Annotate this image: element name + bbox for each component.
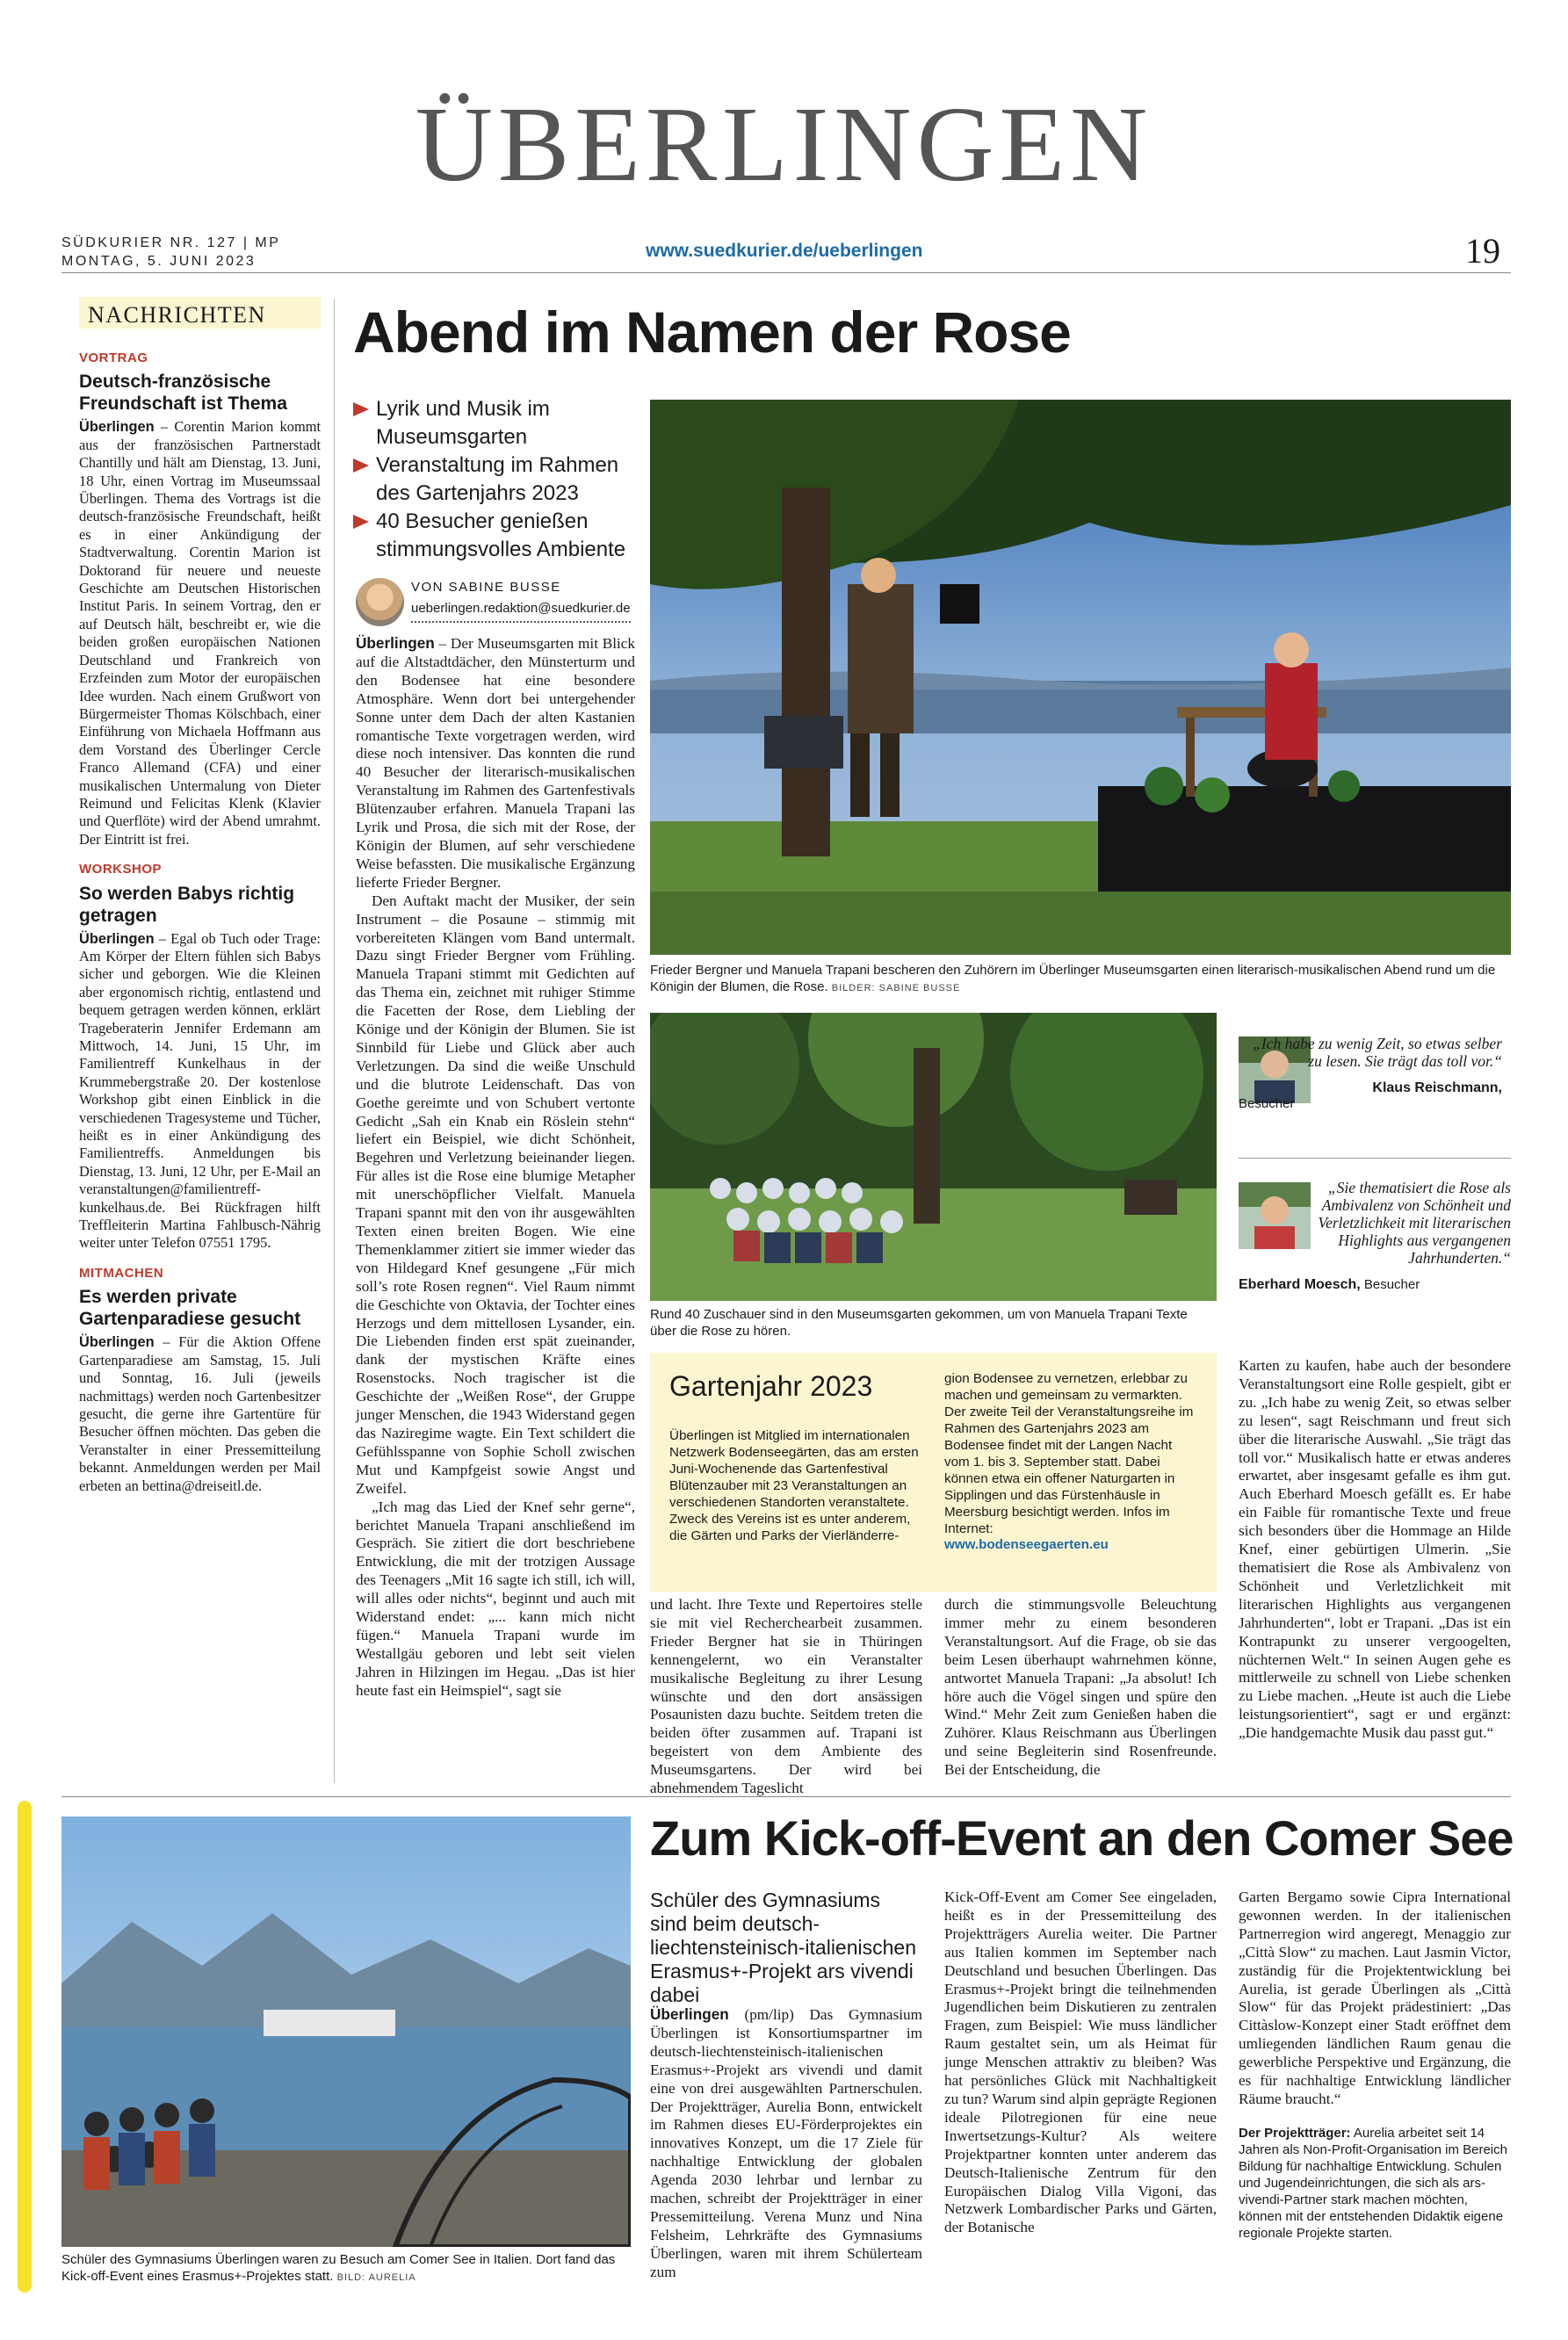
audience-photo-caption: Rund 40 Zuschauer sind in den Museumsgarten gekommen, um von Manuela Trapani Texte über die Rose zu hören. xyxy=(650,1307,1188,1339)
article-column-3: durch die stimmungsvolle Beleuchtung immer mehr zu einem besonderen Veranstaltungsort. Auf die Frage, ob sie das beim Lesen überhaupt wahrnehmen könne, antwortet Manuela Trapani: „Ja absolut! Ich höre auch die Vögel singen und spüre den Wind.“ Mehr Zeit zum Genießen haben die Zuhörer. Klaus Reischmann aus Überlingen und seine Begleiterin sind Rosenfreunde. Bei der Entscheidung, die xyxy=(944,1596,1217,1779)
sidebar-title: NACHRICHTEN xyxy=(88,302,266,328)
header-rule xyxy=(61,272,1511,273)
project-info: Der Projektträger: Aurelia arbeitet seit 14 Jahren als Non-Profit-Organisation im Bereich Bildung für nachhaltige Entwicklung. Schulen und Jugendeinrichtungen, die sich als ars-vivendi-Partner stark machen möchten, können mit der entstehenden Didaktik eigene regionale Projekte starten. xyxy=(1239,2125,1507,2241)
paper-number: SÜDKURIER NR. 127 | MP xyxy=(61,235,281,250)
quote-role: Besucher xyxy=(1239,1096,1295,1111)
page-number: 19 xyxy=(1465,231,1500,271)
quote-role: Besucher xyxy=(1360,1277,1420,1292)
quote-name: Eberhard Moesch, xyxy=(1239,1277,1361,1292)
quote-divider xyxy=(1239,1158,1511,1159)
article-column-1: Überlingen – Der Museumsgarten mit Blick auf die Altstadtdächer, den Münsterturm und den Bodensee hat eine besondere Atmosphäre. Wenn dort bei untergehender Sonne unter dem Dach der alten Kastanien romantische Texte vorgetragen werden, wird diese noch intensiver. Das konnten die rund 40 Besucher der literarisch-musikalischen Veranstaltung im Rahmen des Gartenfestivals Blütenzauber erfahren. Manuela Trapani las Lyrik und Prosa, die sich mit der Rose, der Königin der Blumen, auf sehr verschiedene Weise befassten. Die musikalische Ergänzung lieferte Frieder Bergner. Den Auftakt macht der Musiker, der sein Instrument – die Posaune – stimmig mit vorbereiteten Klängen vom Band untermalt. Dazu singt Frieder Bergner vom Frühling. Manuela Trapani stimmt mit Gedichten auf das Thema ein, zeichnet mit ruhiger Stimme die Facetten der Rose, dem Liebling der Könige und der Königin der Blumen. Sie ist Sinnbild für Liebe und Glück aber auch Verletzungen. Da sind die weiße Unschuld und die blutrote Leidenschaft. Das von Goethe gereimte und von Schubert vertonte Gedicht „Sah ein Knab ein Röslein stehn“ liefert ein Beispiel, wie dicht Schönheit, Begehren und Verletzung beieinander liegen. Für alles ist die Rose eine blumige Metapher mit unerschöpflicher Vielfalt. Manuela Trapani spannt mit den von ihr ausgewählten Texten einen breiten Bogen. Wie eine Themenklammer zitiert sie immer wieder das von Hildegard Knef gesungene „Für mich soll’s rote Rosen regnen“. Viel Raum nimmt die Geschichte von Oktavia, der Tochter eines Herzogs und dem mittellosen Lysander, ein. Die Liebenden finden erst spät zueinander, dank der mystischen Kräfte eines Rosenstocks. Noch tragischer ist die Geschichte der „Weißen Rose“, der Gruppe junger Menschen, die 1943 Widerstand gegen das Naziregime wagte. Ein Text schildert die Gefühlsspanne von Sophie Scholl zwischen Mut und Kampfgeist sowie Angst und Zweifel. „Ich mag das Lied der Knef sehr gerne“, berichtet Manuela Trapani anschließend im Gespräch. Sie zitiert die dort beschriebene Entwicklung, die mit der trotzigen Aussage des Teenagers „Mit 16 sagte ich still, ich will, will alles oder nichts“, beginnt und auch mit Widerstand endet: „... kann mich nicht fügen.“ Manuela Trapani wurde im Westallgäu geboren und lebt seit vielen Jahren in Hilzingen im Hegau. „Das ist hier heute fast ein Heimspiel“, sagt sie xyxy=(356,634,635,1699)
quote-text: „Ich habe zu wenig Zeit, so etwas selber zu lesen. Sie trägt das toll vor.“ xyxy=(1253,1035,1502,1070)
article2-headline: Zum Kick-off-Event an den Comer See xyxy=(650,1810,1514,1866)
quote-name: Klaus Reischmann, xyxy=(1372,1080,1502,1095)
news-body: Überlingen – Für die Aktion Offene Gartenparadiese am Samstag, 15. Juli und Sonntag, 16. Juli (jeweils nachmittags) werden noch Gartenbesitzer gesucht, die gerne ihre Gartentüre für Besucher öffnen möchten. Das geben die Veranstalter in einer Pressemitteilung bekannt. Anmeldungen werden per Mail erbeten an bettina@dreiseitl.de. xyxy=(79,1333,321,1494)
info-box-text-2: gion Bodensee zu vernetzen, erlebbar zu machen und gemeinsam zu vermarkten. Der zweite Teil der Veranstaltungsreihe im Rahmen des Gartenjahrs 2023 am Bodensee findet mit der Langen Nacht vom 1. bis 3. September statt. Dabei können etwa ein offener Naturgarten in Sipplingen und das Fürstenhäusle in Meersburg besichtigt werden. Infos im Internet: xyxy=(944,1371,1194,1536)
article2-subhead: Schüler des Gymnasiums sind beim deutsch-liechtensteinisch-italienischen Erasmus+-Projekt ars vivendi dabei xyxy=(650,1889,916,2006)
article2-column-2: Kick-Off-Event am Comer See eingeladen, heißt es in der Pressemitteilung des Projektträgers Aurelia weiter. Die Partner aus Italien kommen im September nach Deutschland und besuchen Überlingen. Das Erasmus+-Projekt bringt die teilnehmenden Jugendlichen beim Diskutieren zu zentralen Fragen, zum Beispiel: Wie muss ländlicher Raum gestaltet sein, um als Heimat für junge Menschen attraktiv zu bleiben? Was hat persönliches Glück mit Nachhaltigkeit zu tun? Warum sind alpin geprägte Regionen ideale Pilotregionen für eine neue Inwertsetzungs-Kultur? Als weitere Projektpartner konnten unter anderem das Deutsch-Italienische Zentrum für den Europäischen Dialog Villa Vigoni, das Netzwerk Lombardischer Parks und Gärten, der Botanische xyxy=(944,1889,1217,2236)
article2-column-1: Überlingen (pm/lip) Das Gymnasium Überlingen ist Konsortiumspartner im deutsch-liechtensteinisch-italienischen Erasmus+-Projekt ars vivendi und damit eine von drei ausgewählten Partnerschulen. Der Projektträger, Aurelia Bonn, entwickelt im Rahmen dieses EU-Förderprojektes ein innovatives Konzept, um die 17 Ziele für nachhaltige Entwicklung der globalen Agenda 2030 lehrbar und lernbar zu machen, schreibt der Projektträger in einer Pressemitteilung. Verena Munz und Nina Felsheim, Lehrkräfte des Gymnasiums Überlingen, waren mit ihrem Schülerteam zum xyxy=(650,2005,922,2280)
news-kicker: WORKSHOP xyxy=(79,862,162,878)
news-body: Überlingen – Corentin Marion kommt aus der französischen Partnerstadt Chantilly und hält am Dienstag, 13. Juni, 18 Uhr, einen Vortrag im Museumssaal Überlingen. Thema des Vortrags ist die deutsch-französische Freundschaft, heißt es in einer Ankündigung der Stadtverwaltung. Corentin Marion ist Doktorand für neuere und neueste Geschichte am Deutschen Historischen Institut Paris. In seinem Vortrag, den er auf Deutsch hält, beschreibt er, wie die beiden großen europäischen Nationen Deutschland und Frankreich von Erzfeinden zum Motor der europäischen Idee wurden. Nach einem Grußwort von Bürgermeister Thomas Kölschbach, einer Einführung von Michaela Hoffmann aus dem Vorstand des Überlinger Cercle Franco Allemand (CFA) und einer musikalischen Untermalung von Dieter Reimund und Felicitas Klenk (Klavier und Querflöte) wird der Abend umrahmt. Der Eintritt ist frei. xyxy=(79,418,321,848)
news-kicker: VORTRAG xyxy=(79,350,148,365)
news-item xyxy=(79,1265,321,1495)
news-headline: Deutsch-französische Freundschaft ist Thema xyxy=(79,372,287,415)
section-rule xyxy=(61,1796,1511,1797)
article-column-4: Karten zu kaufen, habe auch der besondere Veranstaltungsort eine Rolle gespielt, gibt er zu. „Ich habe zu wenig Zeit, so etwas selber zu lesen“, sagt Reischmann und freut sich über die literarische Auswahl. „Sie trägt das toll vor.“ Musikalisch hatte er etwas anderes erwartet, aber insgesamt gefalle es ihm gut. Auch Eberhard Moesch gefällt es. Er habe ein Faible für romantische Texte und freue sich besonders über die Hommage an Hilde Knef, einer gebürtigen Ulmerin. „Sie thematisiert die Rose als Ambivalenz von Schönheit und Verletzlichkeit mit literarischen Highlights aus vergangenen Jahrhunderten“, lobt er Trapani. „Das ist ein Kontrapunkt zu unserer vergoogelten, nüchternen Welt.“ In seinen Augen gehe es mittlerweile zu schnell von Liebe schenken zu Liebe machen. „Heute ist auch die Liebe leistungsorientiert“, sagt er und ergänzt: „Die handgemachte Musik dau passt gut.“ xyxy=(1239,1357,1511,1742)
news-item xyxy=(79,861,321,1253)
sidebar-news xyxy=(79,343,321,1495)
issue-date: MONTAG, 5. JUNI 2023 xyxy=(61,254,257,269)
bullet-item: Lyrik und Musik im Museumsgarten xyxy=(353,395,634,451)
author-byline: VON SABINE BUSSE xyxy=(411,580,561,595)
quote-reischmann xyxy=(1239,1035,1502,1111)
section-url-link[interactable]: www.suedkurier.de/ueberlingen xyxy=(646,241,923,261)
lake-como-caption: Schüler des Gymnasiums Überlingen waren zu Besuch am Comer See in Italien. Dort fand das Kick-off-Event eines Erasmus+-Projektes statt. BILD: AURELIA xyxy=(61,2252,616,2284)
news-body: Überlingen – Egal ob Tuch oder Trage: Am Körper der Eltern fühlen sich Babys sicher und geborgen. Wie die Kleinen aber ergonomisch richtig, entlastend und bequem getragen werden können, erklärt Trageberaterin Jennifer Erdemann am Mittwoch, 14. Juni, 15 Uhr, im Familientreff Kunkelhaus in der Krummebergstraße 20. Der kostenlose Workshop gibt einen Einblick in die verschiedenen Tragesysteme und Tücher, heißt es in einer Ankündigung des Familientreffs. Anmeldungen bis Dienstag, 13. Juni, 12 Uhr, per E-Mail an veranstaltungen@familientreff-kunkelhaus.de. Bei Rückfragen hilft Treffleiterin Martina Fahlbusch-Nährig weiter unter Telefon 07551 1795. xyxy=(79,929,321,1252)
news-headline: Es werden private Gartenparadiese gesucht xyxy=(79,1287,301,1330)
quote-moesch xyxy=(1239,1179,1511,1293)
issue-info xyxy=(61,234,280,271)
highlight-marker xyxy=(18,1801,32,2293)
article-bullets xyxy=(353,395,634,564)
article-headline: Abend im Namen der Rose xyxy=(353,300,1071,365)
lake-como-photo xyxy=(61,1816,631,2247)
bodenseegaerten-link[interactable]: www.bodenseegaerten.eu xyxy=(944,1537,1109,1552)
news-kicker: MITMACHEN xyxy=(79,1265,164,1281)
masthead: ÜBERLINGEN xyxy=(415,85,1153,204)
author-email-link[interactable]: ueberlingen.redaktion@suedkurier.de xyxy=(411,601,631,616)
stage-photo-caption: Frieder Bergner und Manuela Trapani bescheren den Zuhörern im Überlinger Museumsgarten einen literarisch-musikalischen Abend rund um die Königin der Blumen, die Rose. BILDER: SABINE BUSSE xyxy=(650,963,1496,994)
article2-column-3: Garten Bergamo sowie Cipra International gewonnen werden. In der italienischen Partnerregion wird angeregt, Menaggio zur „Città Slow“ zu machen. Laut Jasmin Victor, zuständig für die Projektentwicklung bei Aurelia, ist gerade Überlingen als „Città Slow“ für das Projekt prädestiniert: „Das Cittàslow-Konzept einer Stadt eröffnet dem umliegenden ländlichen Raum genau die gewerbliche Perspektive und Ergänzung, die es für nachhaltige Entwicklung ländlicher Räume braucht.“ Der Projektträger: Aurelia arbeitet seit 14 Jahren als Non-Profit-Organisation im Bereich Bildung für nachhaltige Entwicklung. Schulen und Jugendeinrichtungen, die sich als ars-vivendi-Partner stark machen möchten, können mit der entstehenden Didaktik eigene regionale Projekte starten. xyxy=(1239,1889,1511,2241)
info-box-title: Gartenjahr 2023 xyxy=(669,1370,873,1402)
stage-photo xyxy=(650,400,1511,955)
bullet-item: Veranstaltung im Rahmen des Gartenjahrs 2023 xyxy=(353,451,634,508)
news-item xyxy=(79,350,321,849)
bullet-item: 40 Besucher genießen stimmungsvolles Ambiente xyxy=(353,508,634,564)
sidebar-divider xyxy=(334,299,335,1783)
info-box-text-1: Überlingen ist Mitglied im internationalen Netzwerk Bodenseegärten, das am ersten Juni-Wochenende das Gartenfestival Blütenzauber mit 23 Veranstaltungen an verschiedenen Standorten veranstaltete. Zweck des Vereins ist es unter anderem, die Gärten und Parks der Vierländerre- xyxy=(669,1428,919,1543)
article-column-2: und lacht. Ihre Texte und Repertoires stelle sie mit viel Recherchearbeit zusammen. Frieder Bergner hat sie in Thüringen kennengelernt, wo ein Veranstalter musikalische Begleitung zu ihrer Lesung wünschte und den dort ansässigen Posaunisten dazu buchte. Seitdem treten die beiden öfter zusammen auf. Trapani ist begeistert von dem Ambiente des Museumsgartens. Der wird bei abnehmendem Tageslicht xyxy=(650,1596,922,1797)
author-avatar xyxy=(356,578,404,626)
info-box-col-2 xyxy=(944,1370,1199,1552)
byline-divider xyxy=(411,621,631,623)
news-headline: So werden Babys richtig getragen xyxy=(79,883,295,926)
quote-text: „Sie thematisiert die Rose als Ambivalenz von Schönheit und Verletzlichkeit mit literarischen Highlights aus vergangenen Jahrhunderten.“ xyxy=(1318,1179,1511,1267)
audience-photo xyxy=(650,1013,1217,1301)
